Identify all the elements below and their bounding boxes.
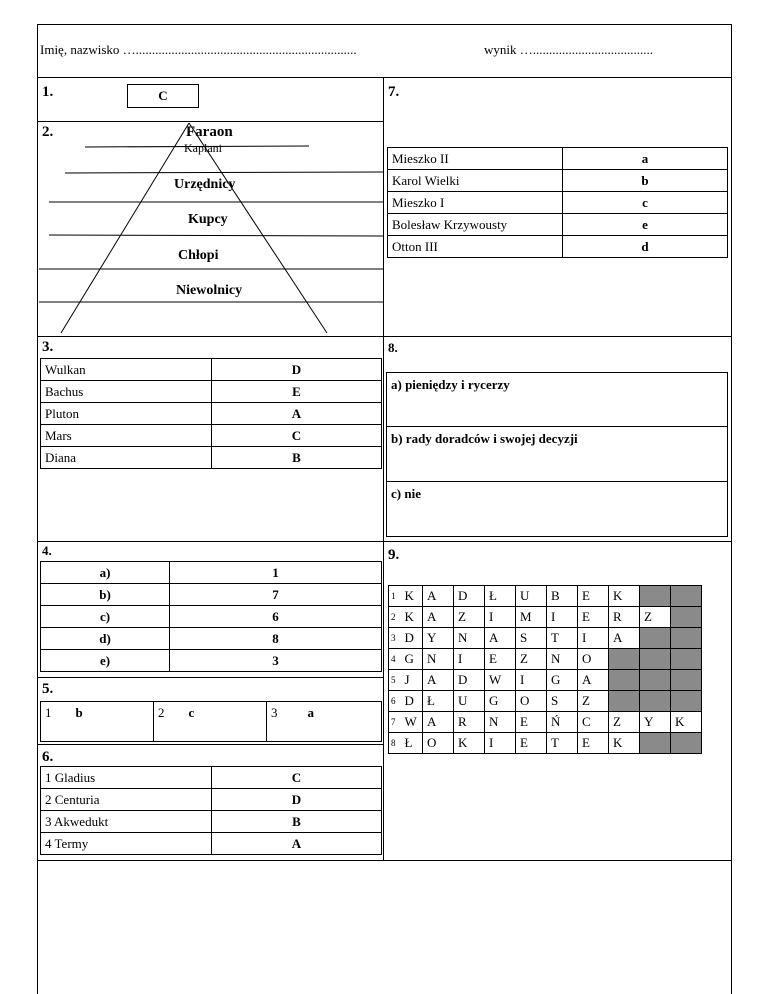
- q5-pair-number: 3: [271, 705, 278, 720]
- crossword-cell: A: [423, 712, 454, 733]
- crossword-shaded-cell: [609, 649, 640, 670]
- table-row: [388, 236, 728, 258]
- q7-name: Karol Wielki: [388, 170, 563, 192]
- q5-number: 5.: [42, 681, 54, 697]
- q3-name: Wulkan: [41, 359, 212, 381]
- q7-number: 7.: [388, 84, 400, 100]
- crossword-cell: N: [423, 649, 454, 670]
- crossword-cell: Ń: [547, 712, 578, 733]
- crossword-cell: W: [485, 670, 516, 691]
- crossword-cell: R: [609, 607, 640, 628]
- crossword-cell: D: [454, 670, 485, 691]
- row2-bottom: [37, 336, 732, 337]
- q6-table: [40, 766, 382, 855]
- crossword-shaded-cell: [640, 586, 671, 607]
- q4-value: 3: [170, 650, 382, 672]
- pyramid-level-kupcy: Kupcy: [188, 212, 228, 227]
- crossword-shaded-cell: [609, 670, 640, 691]
- pyramid-level-urzednicy: Urzędnicy: [174, 177, 236, 192]
- q8-answer-a: a) pieniędzy i rycerzy: [386, 372, 728, 427]
- crossword-cell: D: [454, 586, 485, 607]
- q3-name: Mars: [41, 425, 212, 447]
- score-dots: ….....................................: [519, 42, 653, 57]
- crossword-row-number: 6: [389, 691, 405, 712]
- q7-letter: b: [563, 170, 728, 192]
- q5-pair-2: [154, 702, 267, 742]
- q2-number: 2.: [42, 124, 54, 140]
- crossword-cell: N: [485, 712, 516, 733]
- crossword-cell: I: [516, 670, 547, 691]
- crossword-cell: O: [578, 649, 609, 670]
- crossword-row: [389, 733, 702, 754]
- table-row: [41, 606, 382, 628]
- q1-answer-box: [127, 84, 199, 108]
- q3-number: 3.: [42, 339, 54, 355]
- crossword-row-number: 3: [389, 628, 405, 649]
- crossword-row: [389, 670, 702, 691]
- q4-value: 1: [170, 562, 382, 584]
- crossword-cell: N: [547, 649, 578, 670]
- crossword-row-number: 5: [389, 670, 405, 691]
- q6-name: 3 Akwedukt: [41, 811, 212, 833]
- crossword-cell: A: [423, 670, 454, 691]
- q4-key: e): [41, 650, 170, 672]
- crossword-cell: N: [454, 628, 485, 649]
- q8-answer-c: c) nie: [386, 481, 728, 537]
- crossword-cell: K: [405, 607, 423, 628]
- crossword-cell: D: [405, 628, 423, 649]
- pyramid-level-niewolnicy: Niewolnicy: [176, 283, 243, 298]
- crossword-cell: Z: [640, 607, 671, 628]
- frame-top: [37, 24, 732, 25]
- crossword-cell: K: [671, 712, 702, 733]
- crossword-cell: O: [423, 733, 454, 754]
- crossword-row-number: 2: [389, 607, 405, 628]
- crossword-cell: T: [547, 628, 578, 649]
- table-row: [388, 170, 728, 192]
- crossword-cell: E: [578, 607, 609, 628]
- table-row: [388, 148, 728, 170]
- q3-letter: C: [212, 425, 382, 447]
- q5-pair-answer: c: [188, 705, 195, 720]
- crossword-cell: E: [516, 712, 547, 733]
- pyramid-level-kaplani: Kapłani: [184, 141, 222, 155]
- table-row: [41, 447, 382, 469]
- q4-key: a): [41, 562, 170, 584]
- q6-letter: C: [212, 767, 382, 789]
- table-row: [41, 562, 382, 584]
- q7-name: Bolesław Krzywousty: [388, 214, 563, 236]
- crossword-shaded-cell: [640, 733, 671, 754]
- q6-name: 4 Termy: [41, 833, 212, 855]
- crossword-shaded-cell: [609, 691, 640, 712]
- crossword-shaded-cell: [640, 670, 671, 691]
- q5-pair-3: [267, 702, 382, 742]
- crossword-cell: G: [547, 670, 578, 691]
- q6-name: 2 Centuria: [41, 789, 212, 811]
- q3-name: Diana: [41, 447, 212, 469]
- q7-table: [387, 147, 728, 258]
- crossword-shaded-cell: [671, 691, 702, 712]
- crossword-cell: K: [609, 586, 640, 607]
- crossword-cell: I: [485, 607, 516, 628]
- crossword-cell: S: [547, 691, 578, 712]
- q4-key: b): [41, 584, 170, 606]
- frame-right: [731, 24, 732, 994]
- q3-name: Bachus: [41, 381, 212, 403]
- crossword-shaded-cell: [671, 607, 702, 628]
- crossword-cell: S: [516, 628, 547, 649]
- crossword-cell: U: [516, 586, 547, 607]
- crossword-shaded-cell: [640, 691, 671, 712]
- crossword-cell: A: [609, 628, 640, 649]
- q6-top: [37, 744, 383, 745]
- crossword-shaded-cell: [671, 649, 702, 670]
- crossword-cell: T: [547, 733, 578, 754]
- crossword-row: [389, 586, 702, 607]
- table-row: [41, 359, 382, 381]
- header-name: [40, 42, 357, 58]
- table-row: [388, 192, 728, 214]
- crossword-cell: Ł: [423, 691, 454, 712]
- crossword-cell: E: [578, 586, 609, 607]
- q3-table: [40, 358, 382, 469]
- crossword-cell: K: [454, 733, 485, 754]
- q7-name: Otton III: [388, 236, 563, 258]
- crossword-shaded-cell: [671, 586, 702, 607]
- q7-name: Mieszko I: [388, 192, 563, 214]
- table-row: [41, 381, 382, 403]
- q5-table: [40, 701, 382, 742]
- crossword-cell: A: [485, 628, 516, 649]
- crossword-cell: A: [423, 607, 454, 628]
- score-label: wynik: [484, 42, 517, 57]
- crossword-cell: E: [516, 733, 547, 754]
- q3-letter: A: [212, 403, 382, 425]
- crossword-cell: K: [609, 733, 640, 754]
- q4-value: 7: [170, 584, 382, 606]
- q4-table: [40, 561, 382, 672]
- crossword-cell: Ł: [405, 733, 423, 754]
- q6-letter: A: [212, 833, 382, 855]
- crossword-cell: I: [547, 607, 578, 628]
- table-row: [41, 628, 382, 650]
- crossword-cell: D: [405, 691, 423, 712]
- q5-pair-answer: b: [75, 705, 83, 720]
- crossword-row: [389, 628, 702, 649]
- crossword-row: [389, 649, 702, 670]
- table-row: [41, 403, 382, 425]
- q3-letter: E: [212, 381, 382, 403]
- table-row: [41, 811, 382, 833]
- q5-top: [37, 677, 383, 678]
- row3-bottom: [37, 541, 732, 542]
- crossword-shaded-cell: [671, 670, 702, 691]
- frame-bottom-divider: [37, 860, 732, 861]
- crossword-cell: I: [454, 649, 485, 670]
- q4-value: 6: [170, 606, 382, 628]
- q4-key: d): [41, 628, 170, 650]
- crossword-cell: K: [405, 586, 423, 607]
- q8-number: 8.: [388, 340, 398, 355]
- crossword-cell: R: [454, 712, 485, 733]
- q4-key: c): [41, 606, 170, 628]
- crossword-cell: I: [485, 733, 516, 754]
- q1-answer: C: [158, 88, 168, 103]
- crossword-cell: W: [405, 712, 423, 733]
- q7-letter: d: [563, 236, 728, 258]
- table-row: [41, 584, 382, 606]
- crossword-row: [389, 712, 702, 733]
- table-row: [41, 650, 382, 672]
- crossword-row: [389, 607, 702, 628]
- crossword-cell: G: [405, 649, 423, 670]
- pyramid-level-chlopi: Chłopi: [178, 248, 219, 263]
- crossword-cell: C: [578, 712, 609, 733]
- crossword-row-number: 8: [389, 733, 405, 754]
- crossword-cell: J: [405, 670, 423, 691]
- crossword-cell: I: [578, 628, 609, 649]
- q5-pair-answer: a: [307, 705, 314, 720]
- q7-letter: c: [563, 192, 728, 214]
- q7-name: Mieszko II: [388, 148, 563, 170]
- crossword-cell: M: [516, 607, 547, 628]
- frame-middle: [383, 77, 384, 860]
- crossword-cell: A: [423, 586, 454, 607]
- q5-pair-1: [41, 702, 154, 742]
- crossword-cell: Y: [640, 712, 671, 733]
- q9-crossword: [388, 585, 702, 754]
- q6-letter: B: [212, 811, 382, 833]
- crossword-row-number: 1: [389, 586, 405, 607]
- crossword-row-number: 7: [389, 712, 405, 733]
- crossword-cell: Z: [578, 691, 609, 712]
- crossword-cell: Ł: [485, 586, 516, 607]
- q4-number: 4.: [42, 543, 52, 558]
- q5-pair-number: 1: [45, 705, 52, 720]
- frame-header-bottom: [37, 77, 732, 78]
- table-row: [41, 767, 382, 789]
- q3-letter: D: [212, 359, 382, 381]
- q6-letter: D: [212, 789, 382, 811]
- q7-letter: a: [563, 148, 728, 170]
- q4-value: 8: [170, 628, 382, 650]
- pyramid-level-faraon: Faraon: [186, 124, 233, 140]
- crossword-shaded-cell: [640, 628, 671, 649]
- crossword-cell: E: [485, 649, 516, 670]
- q3-name: Pluton: [41, 403, 212, 425]
- q9-number: 9.: [388, 547, 400, 563]
- crossword-cell: O: [516, 691, 547, 712]
- q5-pair-number: 2: [158, 705, 165, 720]
- header-score: [484, 42, 653, 58]
- crossword-cell: E: [578, 733, 609, 754]
- table-row: [41, 833, 382, 855]
- q3-letter: B: [212, 447, 382, 469]
- table-row: [41, 702, 382, 742]
- crossword-cell: Z: [454, 607, 485, 628]
- crossword-shaded-cell: [671, 733, 702, 754]
- table-row: [41, 789, 382, 811]
- crossword-row-number: 4: [389, 649, 405, 670]
- crossword-cell: Y: [423, 628, 454, 649]
- crossword-shaded-cell: [640, 649, 671, 670]
- q6-name: 1 Gladius: [41, 767, 212, 789]
- crossword-shaded-cell: [671, 628, 702, 649]
- crossword-cell: U: [454, 691, 485, 712]
- q6-number: 6.: [42, 749, 54, 765]
- crossword-row: [389, 691, 702, 712]
- table-row: [388, 214, 728, 236]
- q1-number: 1.: [42, 84, 54, 100]
- crossword-cell: G: [485, 691, 516, 712]
- crossword-cell: B: [547, 586, 578, 607]
- name-label: Imię, nazwisko: [40, 42, 120, 57]
- crossword-cell: A: [578, 670, 609, 691]
- name-dots: …....................................................................: [122, 42, 357, 57]
- q8-answer-b: b) rady doradców i swojej decyzji: [386, 426, 728, 482]
- table-row: [41, 425, 382, 447]
- q7-letter: e: [563, 214, 728, 236]
- crossword-cell: Z: [609, 712, 640, 733]
- crossword-cell: Z: [516, 649, 547, 670]
